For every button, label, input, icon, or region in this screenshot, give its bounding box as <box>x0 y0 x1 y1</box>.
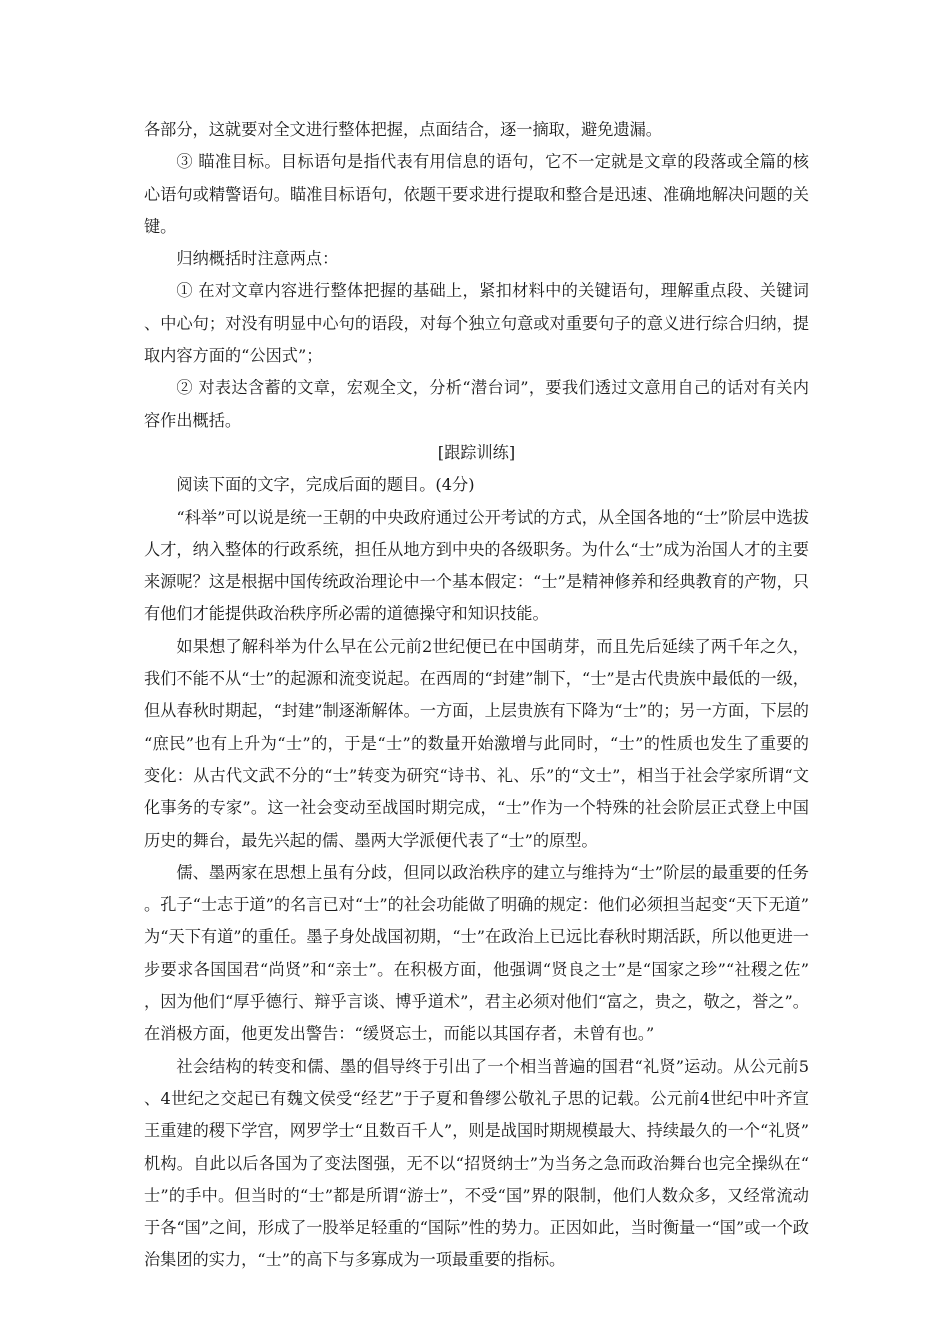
section-heading: [跟踪训练] <box>437 442 516 462</box>
passage-paragraph: “科举”可以说是统一王朝的中央政府通过公开考试的方式，从全国各地的“士”阶层中选拔人才，纳入整体的行政系统，担任从地方到中央的各级职务。为什么“士”成为治国人才的主要来源呢？这是根据中国传统政治理论中一个基本假定：“士”是精神修养和经典教育的产物，只有他们才能提供政治秩序所必需的道德操守和知识技能。 <box>144 507 809 624</box>
paragraph-note-one: ① 在对文章内容进行整体把握的基础上，紧扣材料中的关键语句，理解重点段、关键词、中心句；对没有明显中心句的语段，对每个独立句意或对重要句子的意义进行综合归纳，提取内容方面的“公因式”； <box>144 281 809 366</box>
paragraph-note-two: ② 对表达含蓄的文章，宏观全文，分析“潜台词”，要我们透过文意用自己的话对有关内容作出概括。 <box>144 378 809 430</box>
exercise-instruction: 阅读下面的文字，完成后面的题目。(4分) <box>176 475 475 495</box>
paragraph-summary-notes: 归纳概括时注意两点： <box>176 249 339 269</box>
passage-paragraph: 儒、墨两家在思想上虽有分歧，但同以政治秩序的建立与维持为“士”阶层的最重要的任务。孔子“士志于道”的名言已对“士”的社会功能做了明确的规定：他们必须担当起变“天下无道”为“天下有道”的重任。墨子身处战国初期，“士”在政治上已远比春秋时期活跃，所以他更进一步要求各国国君“尚贤”和“亲士”。在积极方面，他强调“贤良之士”是“国家之珍”“社稷之佐”，因为他们“厚乎德行、辩乎言谈、博乎道术”，君主必须对他们“富之，贵之，敬之，誉之”。在消极方面，他更发出警告：“缓贤忘士，而能以其国存者，未曾有也。” <box>144 862 809 1044</box>
paragraph-aim-target: ③ 瞄准目标。目标语句是指代表有用信息的语句，它不一定就是文章的段落或全篇的核心语句或精警语句。瞄准目标语句，依题干要求进行提取和整合是迅速、准确地解决问题的关键。 <box>144 152 809 236</box>
paragraph-continuation: 各部分，这就要对全文进行整体把握，点面结合，逐一摘取，避免遗漏。 <box>144 120 662 139</box>
passage-paragraph: 如果想了解科举为什么早在公元前2世纪便已在中国萌芽，而且先后延续了两千年之久，我们不能不从“士”的起源和流变说起。在西周的“封建”制下，“士”是古代贵族中最低的一级，但从春秋时期起，“封建”制逐渐解体。一方面，上层贵族有下降为“士”的；另一方面，下层的“庶民”也有上升为“士”的，于是“士”的数量开始激增与此同时，“士”的性质也发生了重要的变化：从古代文武不分的“士”转变为研究“诗书、礼、乐”的“文士”，相当于社会学家所谓“文化事务的专家”。这一社会变动至战国时期完成，“士”作为一个特殊的社会阶层正式登上中国历史的舞台，最先兴起的儒、墨两大学派便代表了“士”的原型。 <box>144 636 809 850</box>
document-page <box>144 114 809 1277</box>
passage-paragraph: 社会结构的转变和儒、墨的倡导终于引出了一个相当普遍的国君“礼贤”运动。从公元前5、4世纪之交起已有魏文侯受“经艺”于子夏和鲁缪公敬礼子思的记载。公元前4世纪中叶齐宣王重建的稷下学宫，网罗学士“且数百千人”，则是战国时期规模最大、持续最久的一个“礼贤”机构。自此以后各国为了变法图强，无不以“招贤纳士”为当务之急而政治舞台也完全操纵在“士”的手中。但当时的“士”都是所谓“游士”，不受“国”界的限制，他们人数众多，又经常流动于各“国”之间，形成了一股举足轻重的“国际”性的势力。正因如此，当时衡量一“国”或一个政治集团的实力，“士”的高下与多寡成为一项最重要的指标。 <box>144 1056 809 1270</box>
